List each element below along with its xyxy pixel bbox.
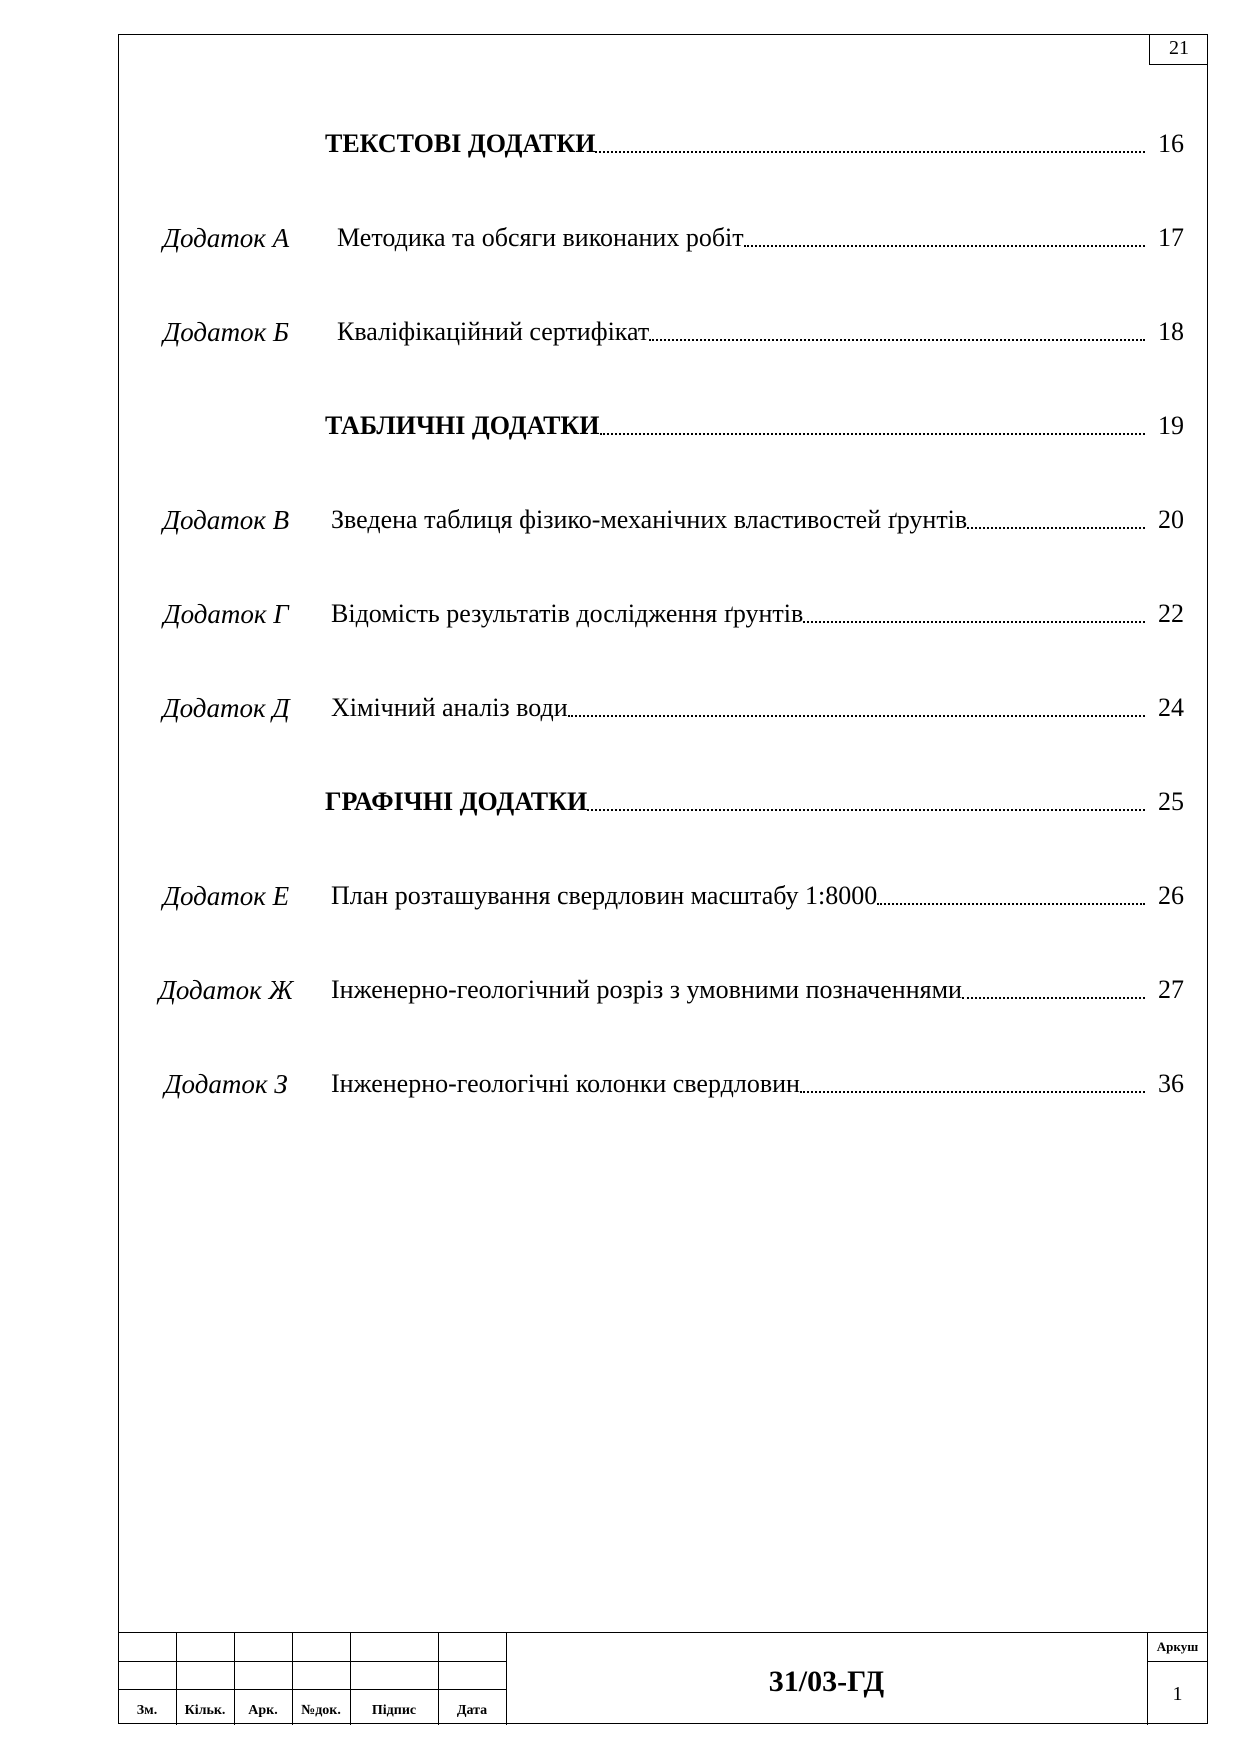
toc-item-row	[0, 689, 1240, 729]
toc-item-row	[0, 971, 1240, 1011]
toc-section-title: ТЕКСТОВІ ДОДАТКИ	[325, 129, 596, 158]
toc-item-row	[0, 501, 1240, 541]
sheet-label: Аркуш	[1156, 1639, 1199, 1654]
toc-page-number: 22	[1158, 599, 1184, 628]
toc-section-title: ГРАФІЧНІ ДОДАТКИ	[325, 787, 588, 816]
toc-leader-dots	[962, 997, 1145, 999]
title-block	[118, 1632, 1208, 1724]
toc-page-number: 18	[1158, 317, 1184, 346]
toc-leader-dots	[967, 527, 1145, 529]
toc-item-title: Методика та обсяги виконаних робіт	[337, 223, 744, 252]
toc-item-title: Хімічний аналіз води	[331, 693, 568, 722]
toc-item-label: Додаток Д	[162, 693, 290, 723]
toc-item-row	[0, 1065, 1240, 1105]
toc-page-number: 16	[1158, 129, 1184, 158]
column-header: Дата	[456, 1703, 488, 1718]
toc-page-number: 36	[1158, 1069, 1184, 1098]
toc-page-number: 19	[1158, 411, 1184, 440]
toc-section-row	[0, 125, 1240, 165]
toc-item-label: Додаток Б	[163, 317, 289, 347]
toc-item-title: Зведена таблиця фізико-механічних властивостей ґрунтів	[331, 505, 968, 534]
toc-leader-dots	[595, 151, 1145, 153]
column-header: Арк.	[248, 1703, 278, 1718]
toc-section-row	[0, 407, 1240, 447]
toc-leader-dots	[800, 1091, 1145, 1093]
toc-item-title: Кваліфікаційний сертифікат	[337, 317, 650, 346]
toc-item-label: Додаток Е	[162, 881, 290, 911]
toc-leader-dots	[877, 903, 1145, 905]
toc-item-row	[0, 313, 1240, 353]
toc-page-number: 20	[1158, 505, 1184, 534]
toc-leader-dots	[744, 245, 1145, 247]
toc-item-label: Додаток А	[162, 223, 290, 253]
page-number: 21	[1149, 34, 1208, 65]
toc-page-number: 27	[1158, 975, 1184, 1004]
column-header: №док.	[301, 1703, 341, 1718]
toc-leader-dots	[649, 339, 1145, 341]
toc-item-row	[0, 877, 1240, 917]
sheet-number: 1	[1172, 1683, 1183, 1705]
toc-leader-dots	[803, 621, 1145, 623]
toc-item-label: Додаток В	[162, 505, 290, 535]
toc-leader-dots	[587, 809, 1145, 811]
toc-page-number: 17	[1158, 223, 1184, 252]
revision-grid	[118, 1633, 506, 1725]
toc-item-title: Відомість результатів дослідження ґрунтів	[331, 599, 804, 628]
toc-page-number: 26	[1158, 881, 1184, 910]
toc-item-label: Додаток Г	[163, 599, 289, 629]
column-header: Підпис	[371, 1703, 417, 1718]
document-code: 31/03-ГД	[768, 1665, 885, 1698]
toc-item-title: Інженерно-геологічні колонки свердловин	[331, 1069, 800, 1098]
column-header: Кільк.	[184, 1703, 226, 1718]
column-header: Зм.	[136, 1703, 158, 1718]
toc-item-title: План розташування свердловин масштабу 1:8000	[331, 881, 878, 910]
toc-item-title: Інженерно-геологічний розріз з умовними позначеннями	[331, 975, 962, 1004]
toc-leader-dots	[568, 715, 1145, 717]
toc-item-row	[0, 595, 1240, 635]
toc-item-label: Додаток Ж	[158, 975, 294, 1005]
sheet-cell	[1147, 1633, 1208, 1725]
toc-section-row	[0, 783, 1240, 823]
toc-item-label: Додаток З	[164, 1069, 288, 1099]
toc-leader-dots	[600, 433, 1146, 435]
toc-section-title: ТАБЛИЧНІ ДОДАТКИ	[325, 411, 600, 440]
toc-page-number: 24	[1158, 693, 1184, 722]
toc-item-row	[0, 219, 1240, 259]
toc-page-number: 25	[1158, 787, 1184, 816]
